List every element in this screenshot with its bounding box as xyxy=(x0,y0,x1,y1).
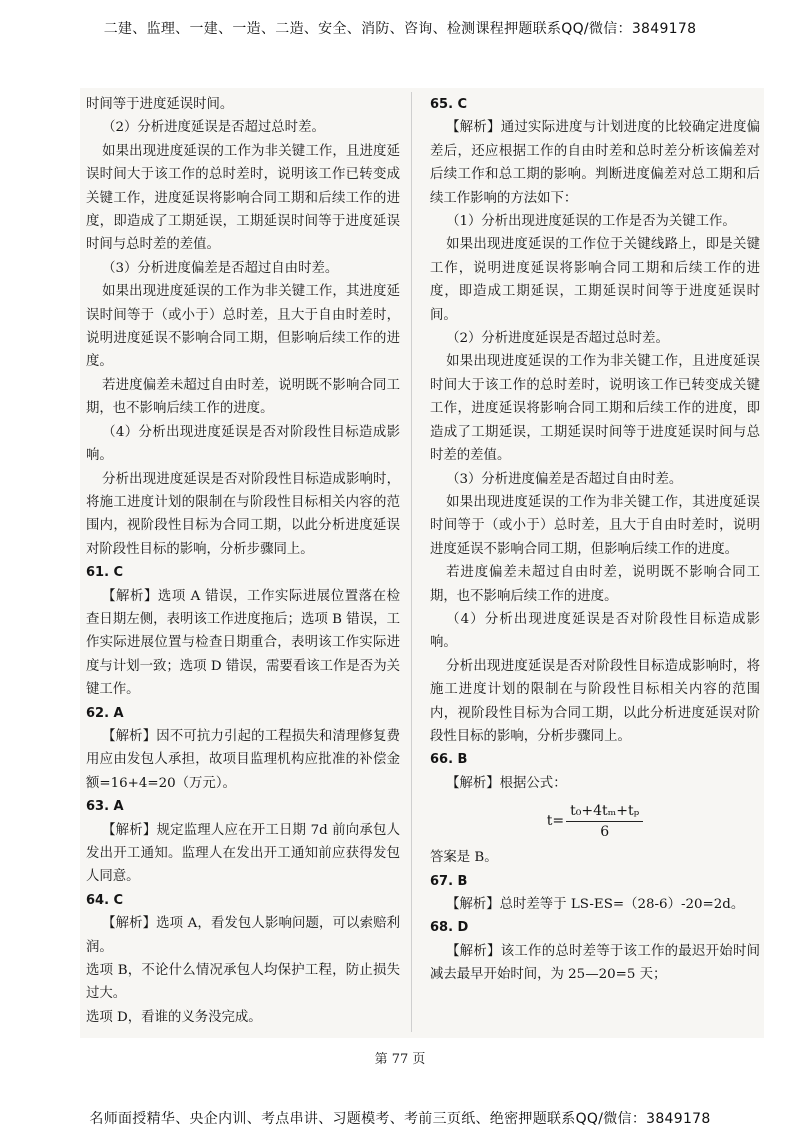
answer-number: 61. C xyxy=(86,565,124,581)
paragraph: 如果出现进度延误的工作为非关键工作，且进度延误时间大于该工作的总时差时，说明该工作已转变成关键工作，进度延误将影响合同工期和后续工作的进度，即造成了工期延误，工期延误时间等于进度延误时间与总时差的差值。 xyxy=(86,143,400,253)
paragraph: （2）分析进度延误是否超过总时差。 xyxy=(446,331,669,347)
paragraph: 分析出现进度延误是否对阶段性目标造成影响时，将施工进度计划的限制在与阶段性目标相关内容的范围内，视阶段性目标为合同工期，以此分析进度延误对阶段性目标的影响，分析步骤同上。 xyxy=(86,471,400,557)
paragraph: （2）分析进度延误是否超过总时差。 xyxy=(102,120,325,136)
paragraph: （1）分析出现进度延误的工作是否为关键工作。 xyxy=(446,214,736,230)
paragraph: 如果出现进度延误的工作为非关键工作，且进度延误时间大于该工作的总时差时，说明该工作已转变成关键工作，进度延误将影响合同工期和后续工作的进度，即造成了工期延误，工期延误时间等于进度延误时间与总时差的差值。 xyxy=(430,354,760,464)
page-number: 第 77 页 xyxy=(374,1052,426,1067)
explanation: 【解析】总时差等于 LS-ES=（28-6）-20=2d。 xyxy=(446,897,745,912)
explanation: 【解析】通过实际进度与计划进度的比较确定进度偏差后，还应根据工作的自由时差和总时差分析该偏差对后续工作和总工期的影响。判断进度偏差对总工期和后续工作影响的方法如下： xyxy=(430,120,760,206)
explanation: 【解析】选项 A 错误，工作实际进展位置落在检查日期左侧，表明该工作进度拖后；选项 B 错误，工作实际进展位置与检查日期重合，表明该工作实际进度与计划一致；选项 D 错误，需要看该工作是否为关键工作。 xyxy=(86,588,400,698)
explanation: 【解析】规定监理人应在开工日期 7d 前向承包人发出开工通知。监理人在发出开工通知前应获得发包人同意。 xyxy=(86,822,400,885)
explanation: 【解析】该工作的总时差等于该工作的最迟开始时间减去最早开始时间，为 25—20=5 天； xyxy=(430,943,760,983)
paragraph: （3）分析进度偏差是否超过自由时差。 xyxy=(446,471,683,487)
explanation: 【解析】选项 A，看发包人影响问题，可以索赔利润。 xyxy=(86,916,400,955)
paragraph: （4）分析出现进度延误是否对阶段性目标造成影响。 xyxy=(430,611,760,651)
paragraph: 分析出现进度延误是否对阶段性目标造成影响时，将施工进度计划的限制在与阶段性目标相关内容的范围内，视阶段性目标为合同工期，以此分析进度延误对阶段性目标的影响，分析步骤同上。 xyxy=(430,658,760,744)
answer-number: 62. A xyxy=(86,705,124,721)
answer-number: 68. D xyxy=(430,920,469,936)
footer-banner: 名师面授精华、央企内训、考点串讲、习题模考、考前三页纸、绝密押题联系QQ/微信：3849178 xyxy=(89,1111,711,1127)
formula-fraction xyxy=(566,801,643,842)
formula-numerator: t₀+4tₘ+tₚ xyxy=(566,801,643,822)
column-divider xyxy=(411,92,412,1032)
paragraph: （3）分析进度偏差是否超过自由时差。 xyxy=(102,260,339,276)
answer-number: 64. C xyxy=(86,892,124,908)
explanation: 选项 D，看谁的义务没完成。 xyxy=(86,1009,262,1025)
left-column xyxy=(86,93,400,1029)
answer-number: 67. B xyxy=(430,873,468,889)
explanation: 【解析】根据公式： xyxy=(446,775,567,791)
paragraph: 若进度偏差未超过自由时差，说明既不影响合同工期，也不影响后续工作的进度。 xyxy=(430,565,760,604)
explanation: 【解析】因不可抗力引起的工程损失和清理修复费用应由发包人承担，故项目监理机构应批准的补偿金额=16+4=20（万元）。 xyxy=(86,728,400,791)
formula-lhs: t= xyxy=(546,812,565,829)
pert-formula xyxy=(430,801,760,842)
header-banner: 二建、监理、一建、一造、二造、安全、消防、咨询、检测课程押题联系QQ/微信：3849178 xyxy=(103,21,697,37)
answer-number: 66. B xyxy=(430,752,468,768)
paragraph: （4）分析出现进度延误是否对阶段性目标造成影响。 xyxy=(86,424,400,464)
answer-number: 65. C xyxy=(430,97,468,112)
explanation: 答案是 B。 xyxy=(430,850,498,866)
paragraph: 如果出现进度延误的工作为非关键工作，其进度延误时间等于（或小于）总时差，且大于自由时差时，说明进度延误不影响合同工期，但影响后续工作的进度。 xyxy=(86,284,400,370)
paragraph: 如果出现进度延误的工作为非关键工作，其进度延误时间等于（或小于）总时差，且大于自由时差时，说明进度延误不影响合同工期，但影响后续工作的进度。 xyxy=(430,494,760,557)
formula-denominator: 6 xyxy=(600,824,610,841)
paragraph: 时间等于进度延误时间。 xyxy=(86,97,234,112)
explanation: 选项 B，不论什么情况承包人均保护工程，防止损失过大。 xyxy=(86,963,400,1002)
paragraph: 如果出现进度延误的工作位于关键线路上，即是关键工作，说明进度延误将影响合同工期和后续工作的进度，即造成工期延误，工期延误时间等于进度延误时间。 xyxy=(430,237,760,323)
right-column xyxy=(430,93,760,987)
answer-number: 63. A xyxy=(86,799,124,815)
paragraph: 若进度偏差未超过自由时差，说明既不影响合同工期，也不影响后续工作的进度。 xyxy=(86,377,400,417)
